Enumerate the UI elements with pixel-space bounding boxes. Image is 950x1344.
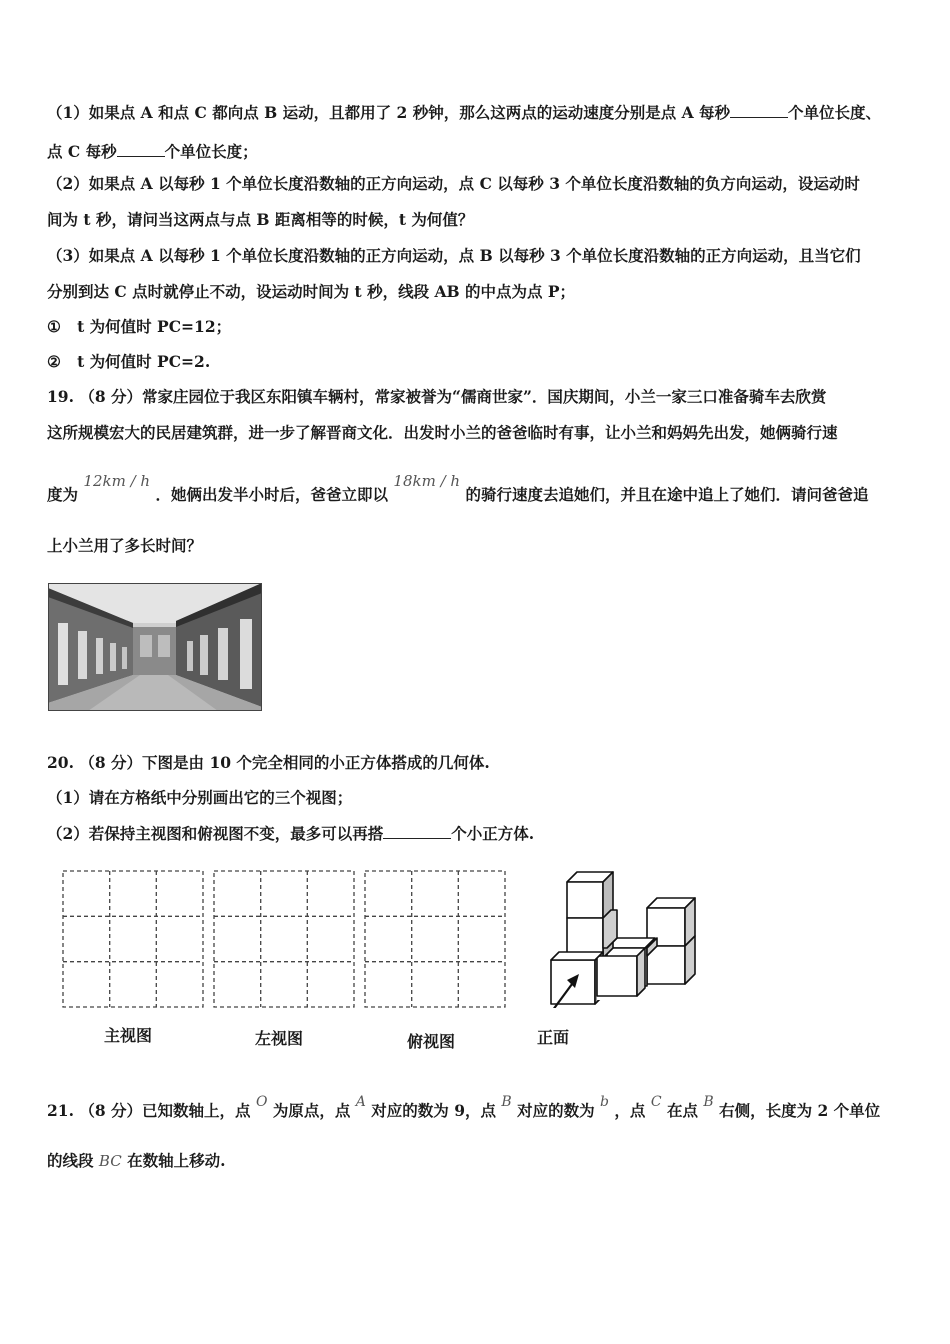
q20-line2: （1）请在方格纸中分别画出它的三个视图； — [47, 788, 353, 807]
q18-sub2: ② t 为何值时 PC=2. — [47, 352, 211, 371]
left-view-label: 左视图 — [255, 1029, 304, 1048]
q18-part1-line2: 点 C 每秒 个单位长度； — [47, 142, 258, 161]
front-direction-label: 正面 — [537, 1028, 570, 1047]
variable-c: C — [650, 1094, 662, 1110]
courtyard-photo — [48, 583, 262, 711]
speed-expression: 18km / h — [393, 472, 461, 490]
cube-structure-figure — [545, 868, 705, 1008]
q18-part3-line1: （3）如果点 A 以每秒 1 个单位长度沿数轴的正方向运动，点 B 以每秒 3 个单位长度沿数轴的正方向运动，且当它们 — [47, 246, 861, 265]
variable-a: A — [355, 1094, 366, 1110]
speed-expression: 12km / h — [83, 472, 151, 490]
q18-part3-line2: 分别到达 C 点时就停止不动，设运动时间为 t 秒，线段 AB 的中点为点 P； — [47, 282, 576, 301]
q18-sub1: ① t 为何值时 PC=12； — [47, 317, 232, 336]
q20-line3: （2）若保持主视图和俯视图不变，最多可以再搭 个小正方体. — [47, 824, 535, 843]
left-view-grid — [213, 870, 355, 1008]
variable-b: B — [703, 1094, 714, 1110]
variable-b: B — [501, 1094, 512, 1110]
q19-line3: 度为 12km / h ．她俩出发半小时后，爸爸立即以 18km / h 的骑行速度去追她们，并且在途中追上了她们．请问爸爸追 — [47, 472, 869, 504]
answer-blank — [730, 101, 788, 118]
q19-line1: 19. （8 分）常家庄园位于我区东阳镇车辆村，常家被誉为“儒商世家”．国庆期间，小兰一家三口准备骑车去欣赏 — [47, 387, 827, 406]
q18-part2-line2: 间为 t 秒，请问当这两点与点 B 距离相等的时候，t 为何值？ — [47, 210, 474, 229]
variable-o: O — [255, 1094, 268, 1110]
q19-line2: 这所规模宏大的民居建筑群，进一步了解晋商文化．出发时小兰的爸爸临时有事，让小兰和妈妈先出发，她俩骑行速 — [47, 423, 838, 442]
q21-line1: 21. （8 分）已知数轴上，点 O 为原点，点 A 对应的数为 9，点 B 对应的数为 b ，点 C 在点 B 右侧，长度为 2 个单位 — [47, 1094, 881, 1120]
q18-part1-line1: （1）如果点 A 和点 C 都向点 B 运动，且都用了 2 秒钟，那么这两点的运动速度分别是点 A 每秒 个单位长度、 — [47, 103, 882, 122]
q18-part2-line1: （2）如果点 A 以每秒 1 个单位长度沿数轴的正方向运动，点 C 以每秒 3 个单位长度沿数轴的负方向运动，设运动时 — [47, 174, 860, 193]
top-view-label: 俯视图 — [407, 1032, 456, 1051]
front-view-label: 主视图 — [104, 1026, 153, 1045]
top-view-grid — [364, 870, 506, 1008]
answer-blank — [117, 140, 165, 157]
q21-line2: 的线段 BC 在数轴上移动. — [47, 1151, 226, 1170]
variable-b-lower: b — [600, 1094, 609, 1110]
answer-blank — [383, 822, 451, 839]
q20-line1: 20. （8 分）下图是由 10 个完全相同的小正方体搭成的几何体. — [47, 753, 490, 772]
front-view-grid — [62, 870, 204, 1008]
q19-line4: 上小兰用了多长时间？ — [47, 536, 203, 555]
variable-bc: BC — [98, 1152, 122, 1170]
